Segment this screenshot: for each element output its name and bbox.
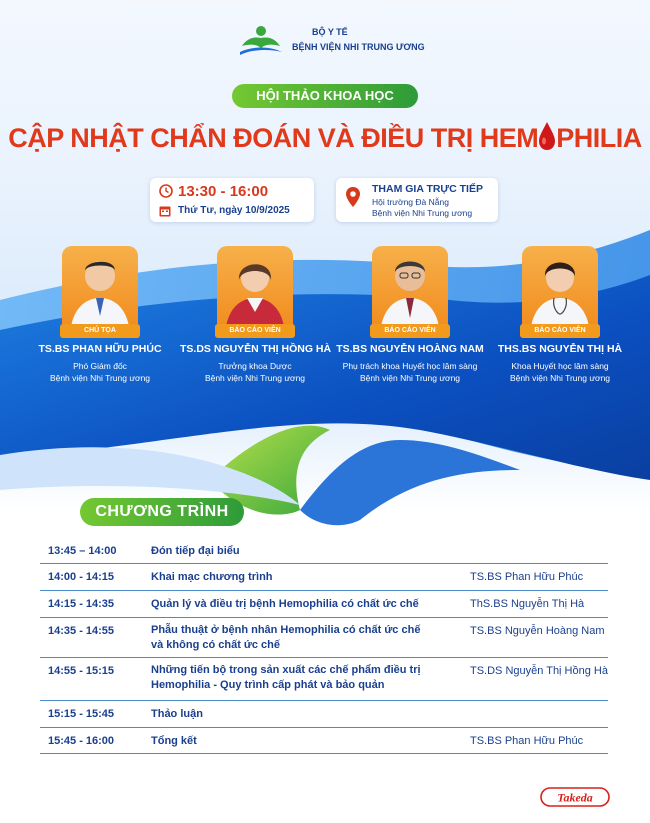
event-date: Thứ Tư, ngày 10/9/2025 [178,205,290,216]
row-time: 15:15 - 15:45 [48,708,115,720]
speaker-card-1 [25,246,175,386]
row-time: 14:35 - 14:55 [48,625,115,637]
location-pin-icon [345,186,361,208]
row-presenter: TS.BS Phan Hữu Phúc [470,571,584,583]
program-heading: CHƯƠNG TRÌNH [80,498,244,526]
row-time: 14:15 - 14:35 [48,598,115,610]
speaker-position: Phụ trách khoa Huyết học lâm sàng Bệnh viện Nhi Trung ương [342,361,478,383]
venue-hall: Hội trường Đà Nẵng [372,197,449,207]
time-info-box [150,178,314,222]
speaker-name: TS.BS PHAN HỮU PHÚC [38,343,162,355]
program-schedule [40,538,608,754]
speaker-name: THS.BS NGUYỄN THỊ HÀ [497,343,623,355]
venue-hospital: Bệnh viện Nhi Trung ương [372,208,473,218]
schedule-row [40,658,608,701]
speaker-photo [217,246,293,334]
schedule-row [40,728,608,754]
schedule-row [40,618,608,658]
speaker-card-2 [180,246,330,386]
speaker-card-4 [485,246,635,386]
row-activity: Đón tiếp đại biểu [151,545,240,557]
title-text-part2: PHILIA [556,123,642,153]
clock-icon [159,184,173,198]
speaker-photo [372,246,448,334]
event-type-badge: HỘI THẢO KHOA HỌC [232,84,418,108]
takeda-logo [540,786,610,808]
blood-drop-icon [538,121,556,151]
row-activity: Phẫu thuật ở bệnh nhân Hemophilia có chất ức chế và không có chất ức chế [151,624,421,651]
title-text-part1: CẬP NHẬT CHẨN ĐOÁN VÀ ĐIỀU TRỊ HEM [8,123,539,153]
speaker-photo [62,246,138,334]
row-time: 14:00 - 14:15 [48,571,115,583]
row-time: 15:45 - 16:00 [48,735,115,747]
schedule-row [40,591,608,618]
speaker-position: Trưởng khoa Dược Bệnh viện Nhi Trung ương [204,361,306,383]
speaker-name: TS.DS NGUYỄN THỊ HỒNG HÀ [180,343,332,355]
row-time: 14:55 - 15:15 [48,665,115,677]
location-info-box [336,178,498,222]
schedule-row [40,538,608,564]
schedule-row [40,701,608,728]
calendar-icon [159,205,171,217]
speaker-name: TS.BS NGUYỄN HOÀNG NAM [336,343,484,355]
row-presenter: TS.BS Nguyễn Hoàng Nam [470,625,605,637]
row-activity: Thảo luận [151,708,203,720]
speaker-role-badge: BÁO CÁO VIÊN [215,324,295,338]
speaker-card-3 [335,246,485,386]
speaker-position: Phó Giám đốc Bệnh viện Nhi Trung ương [49,361,151,383]
speaker-role-badge: BÁO CÁO VIÊN [520,324,600,338]
row-activity: Quản lý và điều trị bệnh Hemophilia có chất ức chế [151,598,419,610]
row-presenter: TS.BS Phan Hữu Phúc [470,735,584,747]
speaker-position: Khoa Huyết học lâm sàng Bệnh viện Nhi Trung ương [509,361,611,383]
attendance-mode: THAM GIA TRỰC TIẾP [372,183,483,195]
row-activity: Khai mạc chương trình [151,571,273,583]
event-time: 13:30 - 16:00 [178,183,269,200]
org-line-1: BỘ Y TẾ [312,27,348,37]
row-presenter: ThS.BS Nguyễn Thị Hà [470,598,585,610]
schedule-row [40,564,608,591]
org-line-2: BỆNH VIỆN NHI TRUNG ƯƠNG [292,42,425,52]
hospital-logo-icon [238,22,284,58]
sponsor-name: Takeda [557,790,593,805]
event-title [0,118,650,158]
row-activity: Những tiến bộ trong sản xuất các chế phẩm điều trị Hemophilia - Quy trình cấp phát và bảo quản [151,664,421,691]
speaker-role-badge: BÁO CÁO VIÊN [370,324,450,338]
row-activity: Tổng kết [151,735,197,747]
speaker-photo [522,246,598,334]
speaker-role-badge: CHỦ TỌA [60,324,140,338]
row-presenter: TS.DS Nguyễn Thị Hồng Hà [470,665,608,677]
row-time: 13:45 – 14:00 [48,545,117,557]
